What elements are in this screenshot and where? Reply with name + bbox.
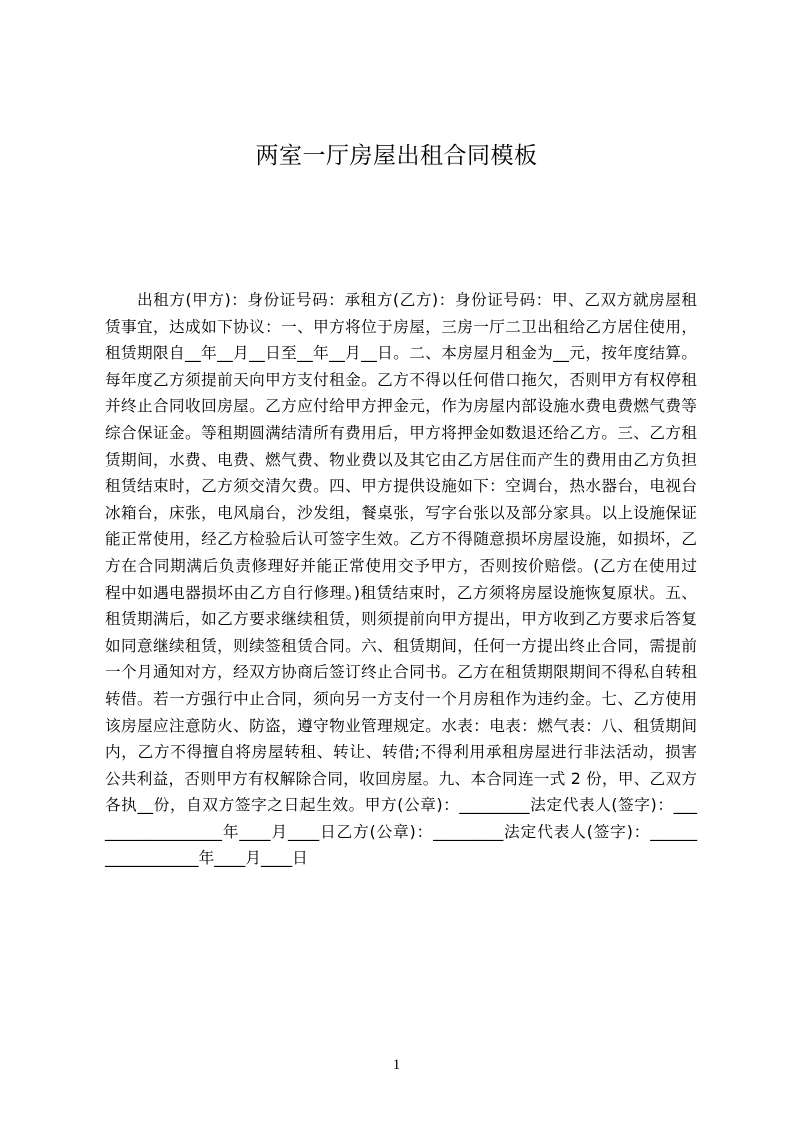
body-line: 出租方(甲方)：身份证号码：承租方(乙方)：身份证号码：甲、乙双方就房屋租 bbox=[137, 291, 697, 309]
body-line: 赁事宜，达成如下协议：一、甲方将位于房屋，三房一厅二卫出租给乙方居住使用， bbox=[105, 317, 697, 336]
body-line: 方在合同期满后负责修理好并能正常使用交予甲方，否则按价赔偿。(乙方在使用过 bbox=[105, 556, 697, 575]
body-line: 租赁结束时，乙方须交清欠费。四、甲方提供设施如下：空调台，热水器台，电视台 bbox=[105, 477, 697, 496]
body-line: 每年度乙方须提前天向甲方支付租金。乙方不得以任何借口拖欠，否则甲方有权停租 bbox=[105, 370, 697, 389]
body-line: _______________年____月____日乙方(公章)：_________法定代表人(签字)：______ bbox=[105, 822, 697, 841]
body-line: 一个月通知对方，经双方协商后签订终止合同书。乙方在租赁期限期间不得私自转租 bbox=[105, 663, 697, 682]
body-line: 并终止合同收回房屋。乙方应付给甲方押金元，作为房屋内部设施水费电费燃气费等 bbox=[105, 397, 697, 416]
body-line: 能正常使用，经乙方检验后认可签字生效。乙方不得随意损坏房屋设施，如损坏，乙 bbox=[105, 530, 697, 549]
body-line: 各执__份，自双方签字之日起生效。甲方(公章)：_________法定代表人(签字)：___ bbox=[105, 796, 697, 815]
document-title: 两室一厅房屋出租合同模板 bbox=[255, 143, 538, 169]
body-line: 赁期间，水费、电费、燃气费、物业费以及其它由乙方居住而产生的费用由乙方负担 bbox=[105, 450, 697, 469]
body-line: 程中如遇电器损坏由乙方自行修理。)租赁结束时，乙方须将房屋设施恢复原状。五、 bbox=[105, 583, 697, 602]
body-line: 公共利益，否则甲方有权解除合同，收回房屋。九、本合同连一式 2 份，甲、乙双方 bbox=[105, 769, 697, 788]
body-line: 转借。若一方强行中止合同，须向另一方支付一个月房租作为违约金。七、乙方使用 bbox=[105, 689, 697, 708]
body-line: ____________年____月____日 bbox=[105, 849, 308, 868]
body-line: 租赁期限自__年__月__日至__年__月__日。二、本房屋月租金为__元，按年度结算。 bbox=[105, 344, 697, 363]
page-number: 1 bbox=[392, 1057, 401, 1073]
body-line: 租赁期满后，如乙方要求继续租赁，则须提前向甲方提出，甲方收到乙方要求后答复 bbox=[105, 610, 697, 629]
body-line: 内，乙方不得擅自将房屋转租、转让、转借;不得利用承租房屋进行非法活动，损害 bbox=[105, 743, 697, 762]
body-line: 如同意继续租赁，则续签租赁合同。六、租赁期间，任何一方提出终止合同，需提前 bbox=[105, 636, 697, 655]
document-body bbox=[105, 287, 697, 872]
body-line: 冰箱台，床张，电风扇台，沙发组，餐桌张，写字台张以及部分家具。以上设施保证 bbox=[105, 503, 697, 522]
body-line: 该房屋应注意防火、防盗，遵守物业管理规定。水表：电表：燃气表：八、租赁期间 bbox=[105, 716, 697, 735]
body-line: 综合保证金。等租期圆满结清所有费用后，甲方将押金如数退还给乙方。三、乙方租 bbox=[105, 423, 697, 442]
